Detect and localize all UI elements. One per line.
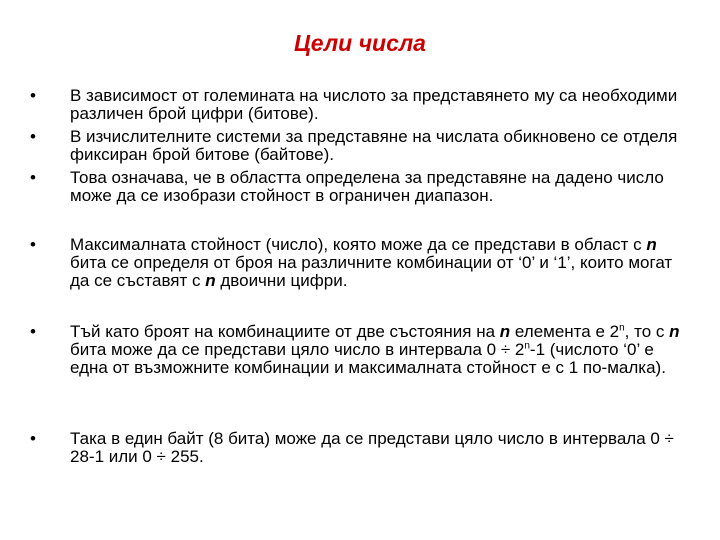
bullet-marker: • — [30, 127, 36, 146]
bullet-marker: • — [30, 429, 36, 448]
bullet-item — [30, 128, 680, 164]
bullet-item — [30, 430, 680, 466]
bullet-text: Тъй като броят на комбинациите от две състояния на n елемента е 2$^n$, то с n бита може да се представи цяло число в интервала $0 \div 2^n-1$ (числото ‘0’ е една от възможните комбинации и максималната стойност е с 1 по-малка). — [70, 322, 680, 377]
bullet-text: Така в един байт (8 бита) може да се представи цяло число в интервала 0 ÷ 28-1 или 0 ÷ 255. — [70, 429, 674, 466]
bullet-marker: • — [30, 86, 36, 105]
bullet-marker: • — [30, 322, 36, 341]
bullet-text: В зависимост от големината на числото за представянето му са необходими различен брой цифри (битове). — [70, 86, 678, 123]
bullet-item — [30, 323, 680, 377]
bullet-item — [30, 236, 680, 290]
bullet-text: Максималната стойност (число), която може да се представи в област с n бита се определя от броя на различните комбинации от ‘0’ и ‘1’, които могат да се съставят с n двоични цифри. — [70, 235, 673, 290]
bullet-marker: • — [30, 235, 36, 254]
bullet-marker: • — [30, 168, 36, 187]
slide-title: Цели числа — [294, 30, 426, 56]
bullet-text: В изчислителните системи за представяне на числата обикновено се отделя фиксиран брой битове (байтове). — [70, 127, 678, 164]
bullet-text: Това означава, че в областта определена за представяне на дадено число може да се изобрази стойност в ограничен диапазон. — [70, 168, 664, 205]
bullet-item — [30, 169, 680, 205]
bullet-item — [30, 87, 680, 123]
